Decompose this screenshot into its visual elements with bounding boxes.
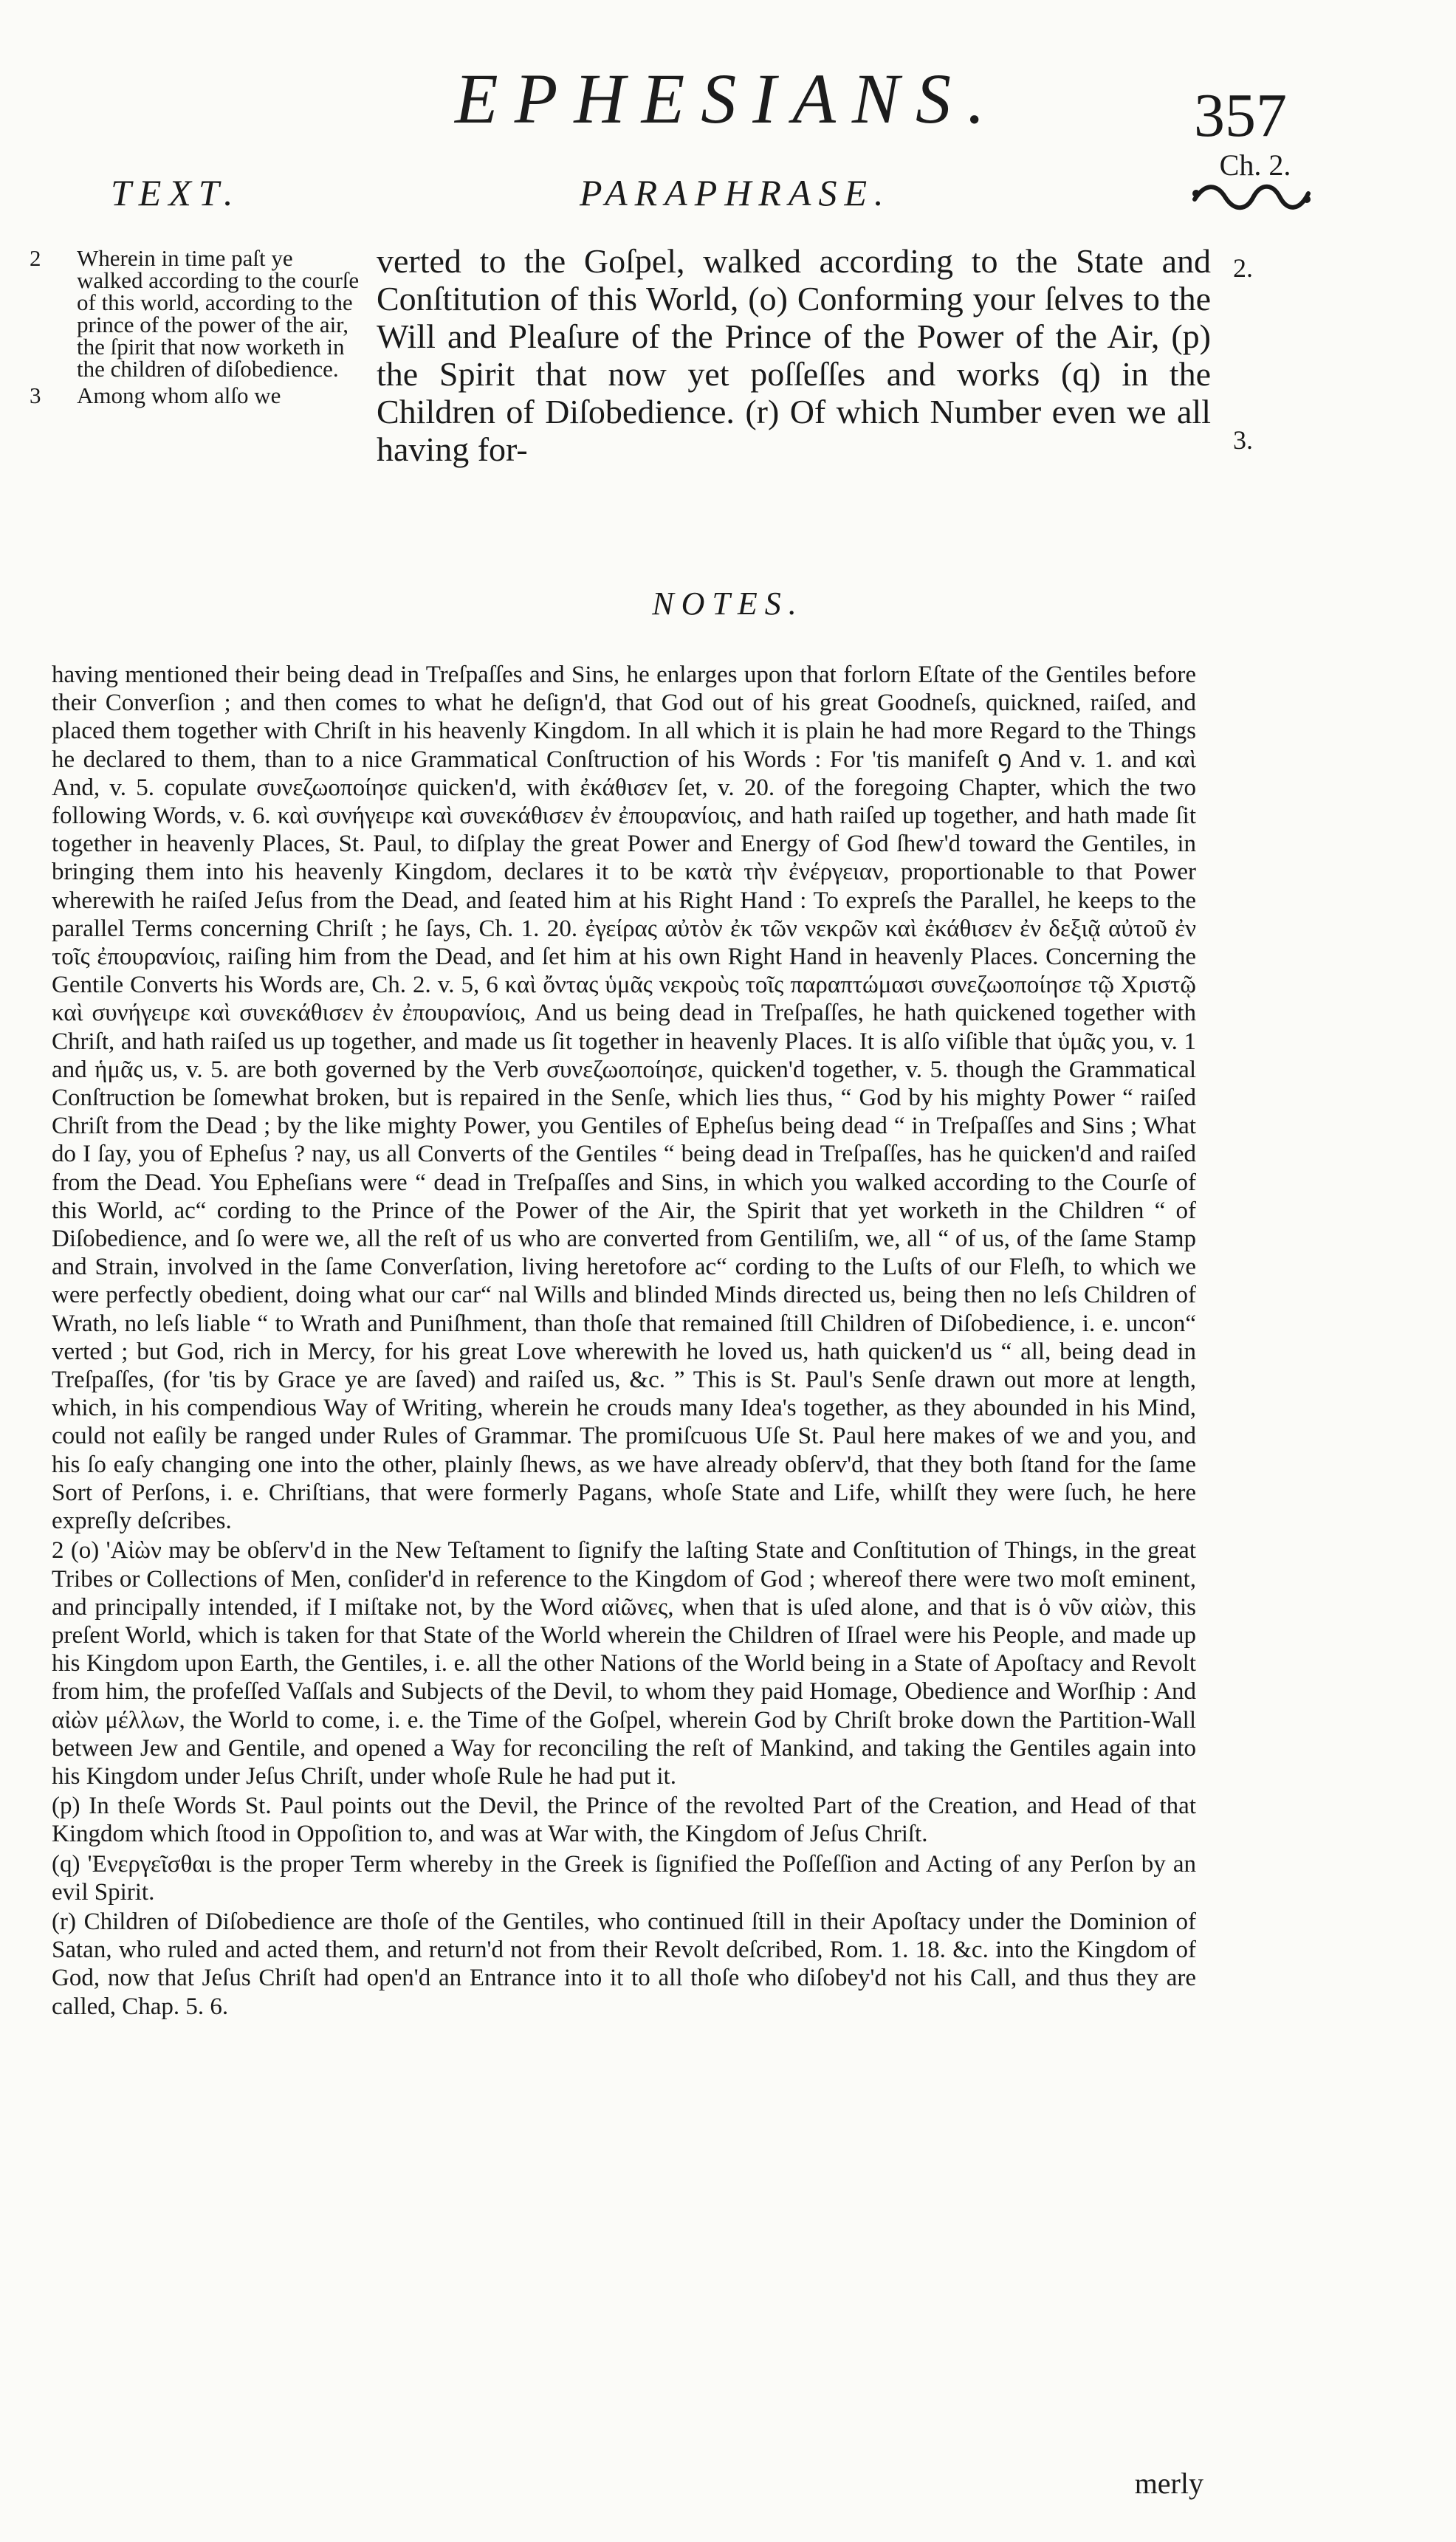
verse-text: Among whom alſo we <box>77 382 281 408</box>
notes-heading: NOTES. <box>652 585 804 622</box>
verse-number: 2 <box>30 245 41 271</box>
running-title: EPHESIANS. <box>455 59 1001 138</box>
margin-verse-number: 3. <box>1233 425 1253 455</box>
paraphrase-heading: PARAPHRASE. <box>580 172 891 213</box>
catchword: merly <box>1134 2467 1203 2500</box>
note-paragraph: 2 (o) 'Αἰὼν may be obſerv'd in the New Teſtament to ſignify the laſting State and Conſtitution of Things, in the great Tribes or Collections of Men, conſider'd in reference to the Kingdom of God ; whereof there were two moſt eminent, and principally intended, if I miſtake not, by the Word αἰῶνες, when that is uſed alone, and that is ὁ νῦν αἰὼν, this preſent World, which is taken for that State of the World wherein the Children of Iſrael were his People, and made up his Kingdom upon Earth, the Gentiles, i. e. all the other Nations of the World being in a State of Apoſtacy and Revolt from him, the profeſſed Vaſſals and Subjects of the Devil, to whom they paid Homage, Obedience and Worſhip : And αἰὼν μέλλων, the World to come, i. e. the Time of the Goſpel, wherein God by Chriſt broke down the Partition-Wall between Jew and Gentile, and opened a Way for reconciling the reſt of Mankind, and taking the Gentiles again into his Kingdom under Jeſus Chriſt, under whoſe Rule he had put it. <box>52 1537 1196 1790</box>
note-paragraph: (q) 'Ενεργεῖσθαι is the proper Term whereby in the Greek is ſignified the Poſſeſſion and Acting of any Perſon by an evil Spirit. <box>52 1850 1196 1906</box>
chapter-marker: Ch. 2. <box>1219 148 1291 182</box>
notes-body <box>52 661 1196 2022</box>
verse-number: 3 <box>30 382 41 408</box>
paraphrase-text: verted to the Goſpel, walked according to the State and Conſtitution of this World, (o) Conforming your ſelves to the Will and Pleaſure of the Prince of the Power of the Air, (p) the Spirit that now yet poſſeſſes and works (q) in the Children of Diſobedience. (r) Of which Number even we all having for- <box>377 242 1211 468</box>
verse-3 <box>30 382 362 408</box>
scripture-text-column <box>30 247 362 407</box>
note-paragraph: (r) Children of Diſobedience are thoſe of the Gentiles, who continued ſtill in their Apoſtacy under the Dominion of Satan, who ruled and acted them, and return'd not from their Revolt deſcribed, Rom. 1. 18. &c. into the Kingdom of God, now that Jeſus Chriſt had open'd an Entrance into it to all thoſe who diſobey'd not his Call, and thus they are called, Chap. 5. 6. <box>52 1908 1196 2020</box>
page-number: 357 <box>1194 81 1287 150</box>
text-column-heading: TEXT. <box>111 172 241 213</box>
note-paragraph: having mentioned their being dead in Treſpaſſes and Sins, he enlarges upon that forlorn Eſtate of the Gentiles before their Converſion ; and then comes to what he deſign'd, that God out of his great Goodneſs, quickned, raiſed, and placed them together with Chriſt in his heavenly Kingdom. In all which it is plain he had more Regard to the Things he declared to them, than to a nice Grammatical Conſtruction of his Words : For 'tis manifeſt ꝯ And v. 1. and καὶ And, v. 5. copulate συνεζωοποίησε quicken'd, with ἐκάθισεν ſet, v. 20. of the foregoing Chapter, which the two following Words, v. 6. καὶ συνήγειρε καὶ συνεκάθισεν ἐν ἐπουρανίοις, and hath raiſed up together, and hath made ſit together in heavenly Places, St. Paul, to diſplay the great Power and Energy of God ſhew'd toward the Gentiles, in bringing them into his heavenly Kingdom, declares it to be κατὰ τὴν ἐνέργειαν, proportionable to that Power wherewith he raiſed Jeſus from the Dead, and ſeated him at his Right Hand : To expreſs the Parallel, he keeps to the parallel Terms concerning Chriſt ; he ſays, Ch. 1. 20. ἐγείρας αὐτὸν ἐκ τῶν νεκρῶν καὶ ἐκάθισεν ἐν δεξιᾷ αὐτοῦ ἐν τοῖς ἐπουρανίοις, raiſing him from the Dead, and ſet him at his own Right Hand in heavenly Places. Concerning the Gentile Converts his Words are, Ch. 2. v. 5, 6 καὶ ὄντας ὑμᾶς νεκροὺς τοῖς παραπτώμασι συνεζωοποίησε τῷ Χριστῷ καὶ συνήγειρε καὶ συνεκάθισεν ἐν ἐπουρανίοις, And us being dead in Treſpaſſes, he hath quickened together with Chriſt, and hath raiſed us up together, and made us ſit together in heavenly Places. It is alſo viſible that ὑμᾶς you, v. 1 and ἡμᾶς us, v. 5. are both governed by the Verb συνεζωοποίησε, quicken'd together, v. 5. though the Grammatical Conſtruction be ſomewhat broken, but is repaired in the Senſe, which lies thus, “ God by his mighty Power “ raiſed Chriſt from the Dead ; by the like mighty Power, you Gentiles of Epheſus being dead “ in Treſpaſſes and Sins ; What do I ſay, you of Epheſus ? nay, us all Converts of the Gentiles “ being dead in Treſpaſſes, has he quicken'd and raiſed from the Dead. You Epheſians were “ dead in Treſpaſſes and Sins, in which you walked according to the Courſe of this World, ac“ cording to the Prince of the Power of the Air, the Spirit that yet worketh in the Children “ of Diſobedience, and ſo were we, all the reſt of us who are converted from Gentiliſm, we, all “ of us, of the ſame Stamp and Strain, involved in the ſame Converſation, living heretofore ac“ cording to the Luſts of our Fleſh, to which we were perfectly obedient, doing what our car“ nal Wills and blinded Minds directed us, being then no leſs Children of Wrath, no leſs liable “ to Wrath and Puniſhment, than thoſe that remained ſtill Children of Diſobedience, i. e. uncon“ verted ; but God, rich in Mercy, for his great Love wherewith he loved us, hath quicken'd us “ all, being dead in Treſpaſſes, (for 'tis by Grace ye are ſaved) and raiſed us, &c. ” This is St. Paul's Senſe drawn out more at length, which, in his compendious Way of Writing, wherein he crouds many Idea's together, as they abounded in his Mind, could not eaſily be ranged under Rules of Grammar. The promiſcuous Uſe St. Paul here makes of we and you, and his ſo eaſy changing one into the other, plainly ſhews, as we have already obſerv'd, that they both ſtand for the ſame Sort of Perſons, i. e. Chriſtians, that were formerly Pagans, whoſe State and Life, whilſt they were ſuch, he here expreſly deſcribes. <box>52 662 1196 1535</box>
note-paragraph: (p) In theſe Words St. Paul points out the Devil, the Prince of the revolted Part of the Creation, and Head of that Kingdom which ſtood in Oppoſition to, and was at War with, the Kingdom of Jeſus Chriſt. <box>52 1793 1196 1848</box>
scroll-ornament-icon <box>1189 177 1314 214</box>
verse-text: Wherein in time paſt ye walked according to the courſe of this world, according to the prince of the power of the air, the ſpirit that now worketh in the children of diſobedience. <box>77 245 360 382</box>
verse-2 <box>30 247 362 380</box>
margin-verse-number: 2. <box>1233 253 1253 283</box>
